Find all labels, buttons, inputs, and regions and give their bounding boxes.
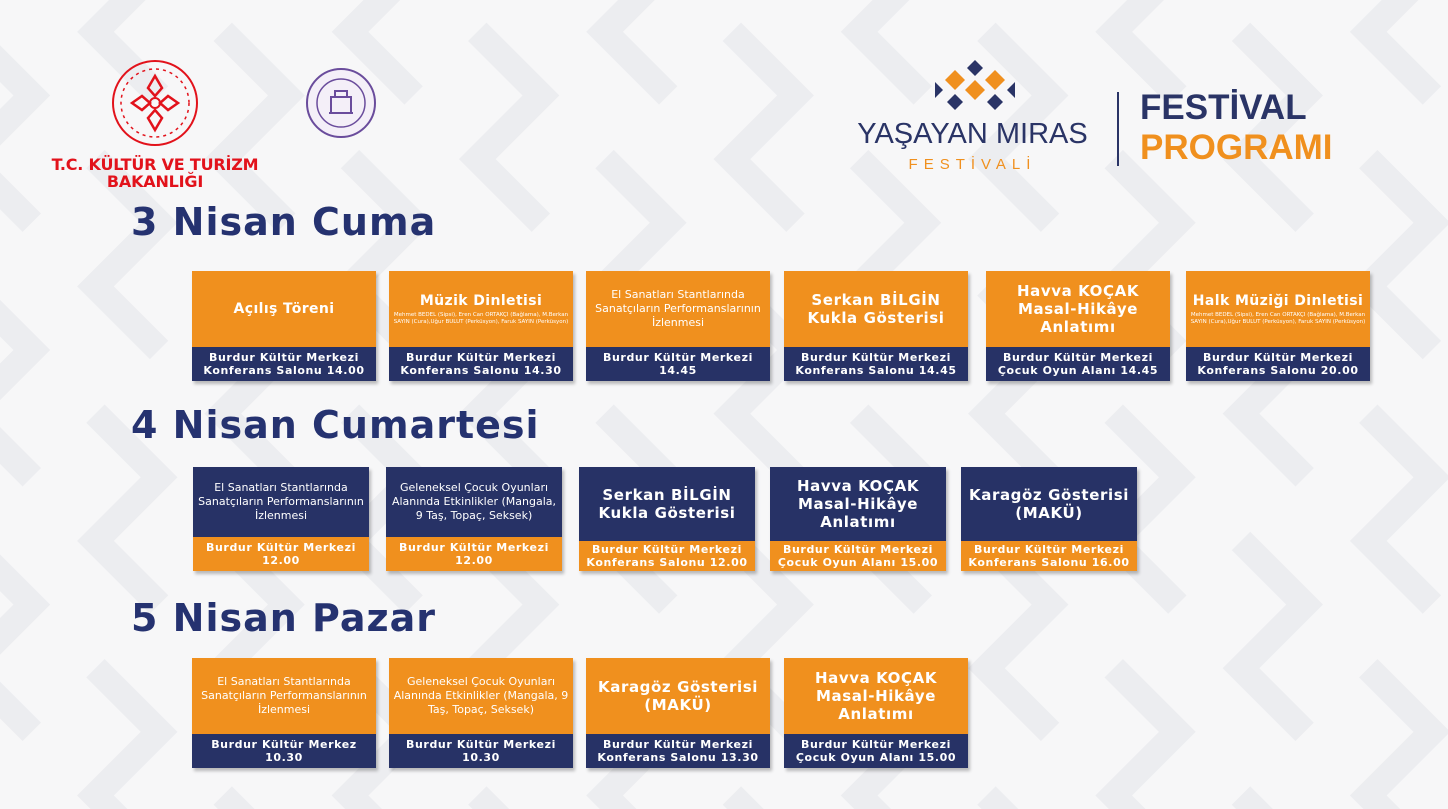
event-place: Burdur Kültür Merkezi Konferans Salonu 16.00	[961, 541, 1137, 571]
event-card	[192, 658, 376, 768]
event-place: Burdur Kültür Merkezi Konferans Salonu 14.00	[192, 347, 376, 381]
event-card	[389, 658, 573, 768]
event-title: El Sanatları Stantlarında Sanatçıların Performanslarının İzlenmesi	[201, 675, 367, 716]
event-title: Halk Müziği Dinletisi	[1192, 293, 1364, 309]
event-card	[192, 271, 376, 381]
event-title: El Sanatları Stantlarında Sanatçıların Performanslarının İzlenmesi	[198, 481, 364, 522]
event-card	[579, 467, 755, 571]
day-title: 4 Nisan Cumartesi	[131, 403, 540, 447]
event-title: Karagöz Gösterisi (MAKÜ)	[598, 678, 758, 714]
event-title: Havva KOÇAK Masal-Hikâye Anlatımı	[1016, 282, 1140, 336]
event-title: Müzik Dinletisi	[419, 293, 543, 309]
event-card	[386, 467, 562, 571]
event-title: Açılış Töreni	[233, 300, 335, 317]
festival-logo	[845, 58, 1105, 178]
event-title: Serkan BİLGİN Kukla Gösterisi	[807, 291, 945, 327]
event-title: Serkan BİLGİN Kukla Gösterisi	[598, 486, 736, 522]
program-title-line2: PROGRAMI	[1140, 128, 1333, 167]
event-place: Burdur Kültür Merkezi Konferans Salonu 20.00	[1186, 347, 1370, 381]
festival-subtitle: FESTİVALİ	[908, 156, 1037, 173]
ministry-seal-icon	[110, 58, 200, 148]
event-place: Burdur Kültür Merkezi Çocuk Oyun Alanı 14.45	[986, 347, 1170, 381]
event-card	[784, 271, 968, 381]
event-title: Havva KOÇAK Masal-Hikâye Anlatımı	[796, 477, 920, 531]
event-card	[389, 271, 573, 381]
event-place: Burdur Kültür Merkezi 12.00	[193, 537, 369, 571]
event-title: Geleneksel Çocuk Oyunları Alanında Etkinlikler (Mangala, 9 Taş, Topaç, Seksek)	[391, 481, 557, 522]
ministry-name: T.C. KÜLTÜR VE TURİZM BAKANLIĞI	[51, 155, 259, 191]
event-place: Burdur Kültür Merkezi Konferans Salonu 12.00	[579, 541, 755, 571]
event-place: Burdur Kültür Merkezi Konferans Salonu 14.45	[784, 347, 968, 381]
event-title: Havva KOÇAK Masal-Hikâye Anlatımı	[814, 669, 938, 723]
program-title-line1: FESTİVAL	[1140, 88, 1307, 127]
festival-motif-icon	[930, 58, 1020, 113]
day-title: 5 Nisan Pazar	[131, 596, 437, 640]
program-title	[1140, 88, 1333, 168]
day-title: 3 Nisan Cuma	[131, 200, 437, 244]
event-card	[986, 271, 1170, 381]
event-card	[770, 467, 946, 571]
event-place: Burdur Kültür Merkezi Çocuk Oyun Alanı 15.00	[770, 541, 946, 571]
event-card	[784, 658, 968, 768]
event-title: Karagöz Gösterisi (MAKÜ)	[969, 486, 1129, 522]
ministry-logo	[40, 58, 270, 198]
event-place: Burdur Kültür Merkezi Konferans Salonu 13.30	[586, 734, 770, 768]
event-performers: Mehmet BEDEL (Sipsi), Eren Can ORTAKÇI (Bağlama), M.Berkan SAYIN (Cura),Uğur BULUT (Perküsyon), Faruk SAYIN (Perküsyon)	[393, 312, 569, 325]
event-title: Geleneksel Çocuk Oyunları Alanında Etkinlikler (Mangala, 9 Taş, Topaç, Seksek)	[393, 675, 569, 716]
event-place: Burdur Kültür Merkezi 14.45	[586, 347, 770, 381]
event-place: Burdur Kültür Merkezi Konferans Salonu 14.30	[389, 347, 573, 381]
event-card	[1186, 271, 1370, 381]
event-card	[586, 658, 770, 768]
event-card	[586, 271, 770, 381]
event-performers: Mehmet BEDEL (Sipsi), Eren Can ORTAKÇI (Bağlama), M.Berkan SAYIN (Cura),Uğur BULUT (Perküsyon), Faruk SAYIN (Perküsyon)	[1190, 312, 1366, 325]
festival-name: YAŞAYAN MIRAS	[857, 118, 1088, 150]
event-place: Burdur Kültür Merkez 10.30	[192, 734, 376, 768]
event-title: El Sanatları Stantlarında Sanatçıların Performanslarının İzlenmesi	[595, 288, 761, 329]
event-card	[193, 467, 369, 571]
header-divider	[1117, 92, 1119, 166]
event-place: Burdur Kültür Merkezi Çocuk Oyun Alanı 15.00	[784, 734, 968, 768]
event-place: Burdur Kültür Merkezi 10.30	[389, 734, 573, 768]
event-card	[961, 467, 1137, 571]
event-place: Burdur Kültür Merkezi 12.00	[386, 537, 562, 571]
municipality-seal-icon	[305, 67, 377, 139]
